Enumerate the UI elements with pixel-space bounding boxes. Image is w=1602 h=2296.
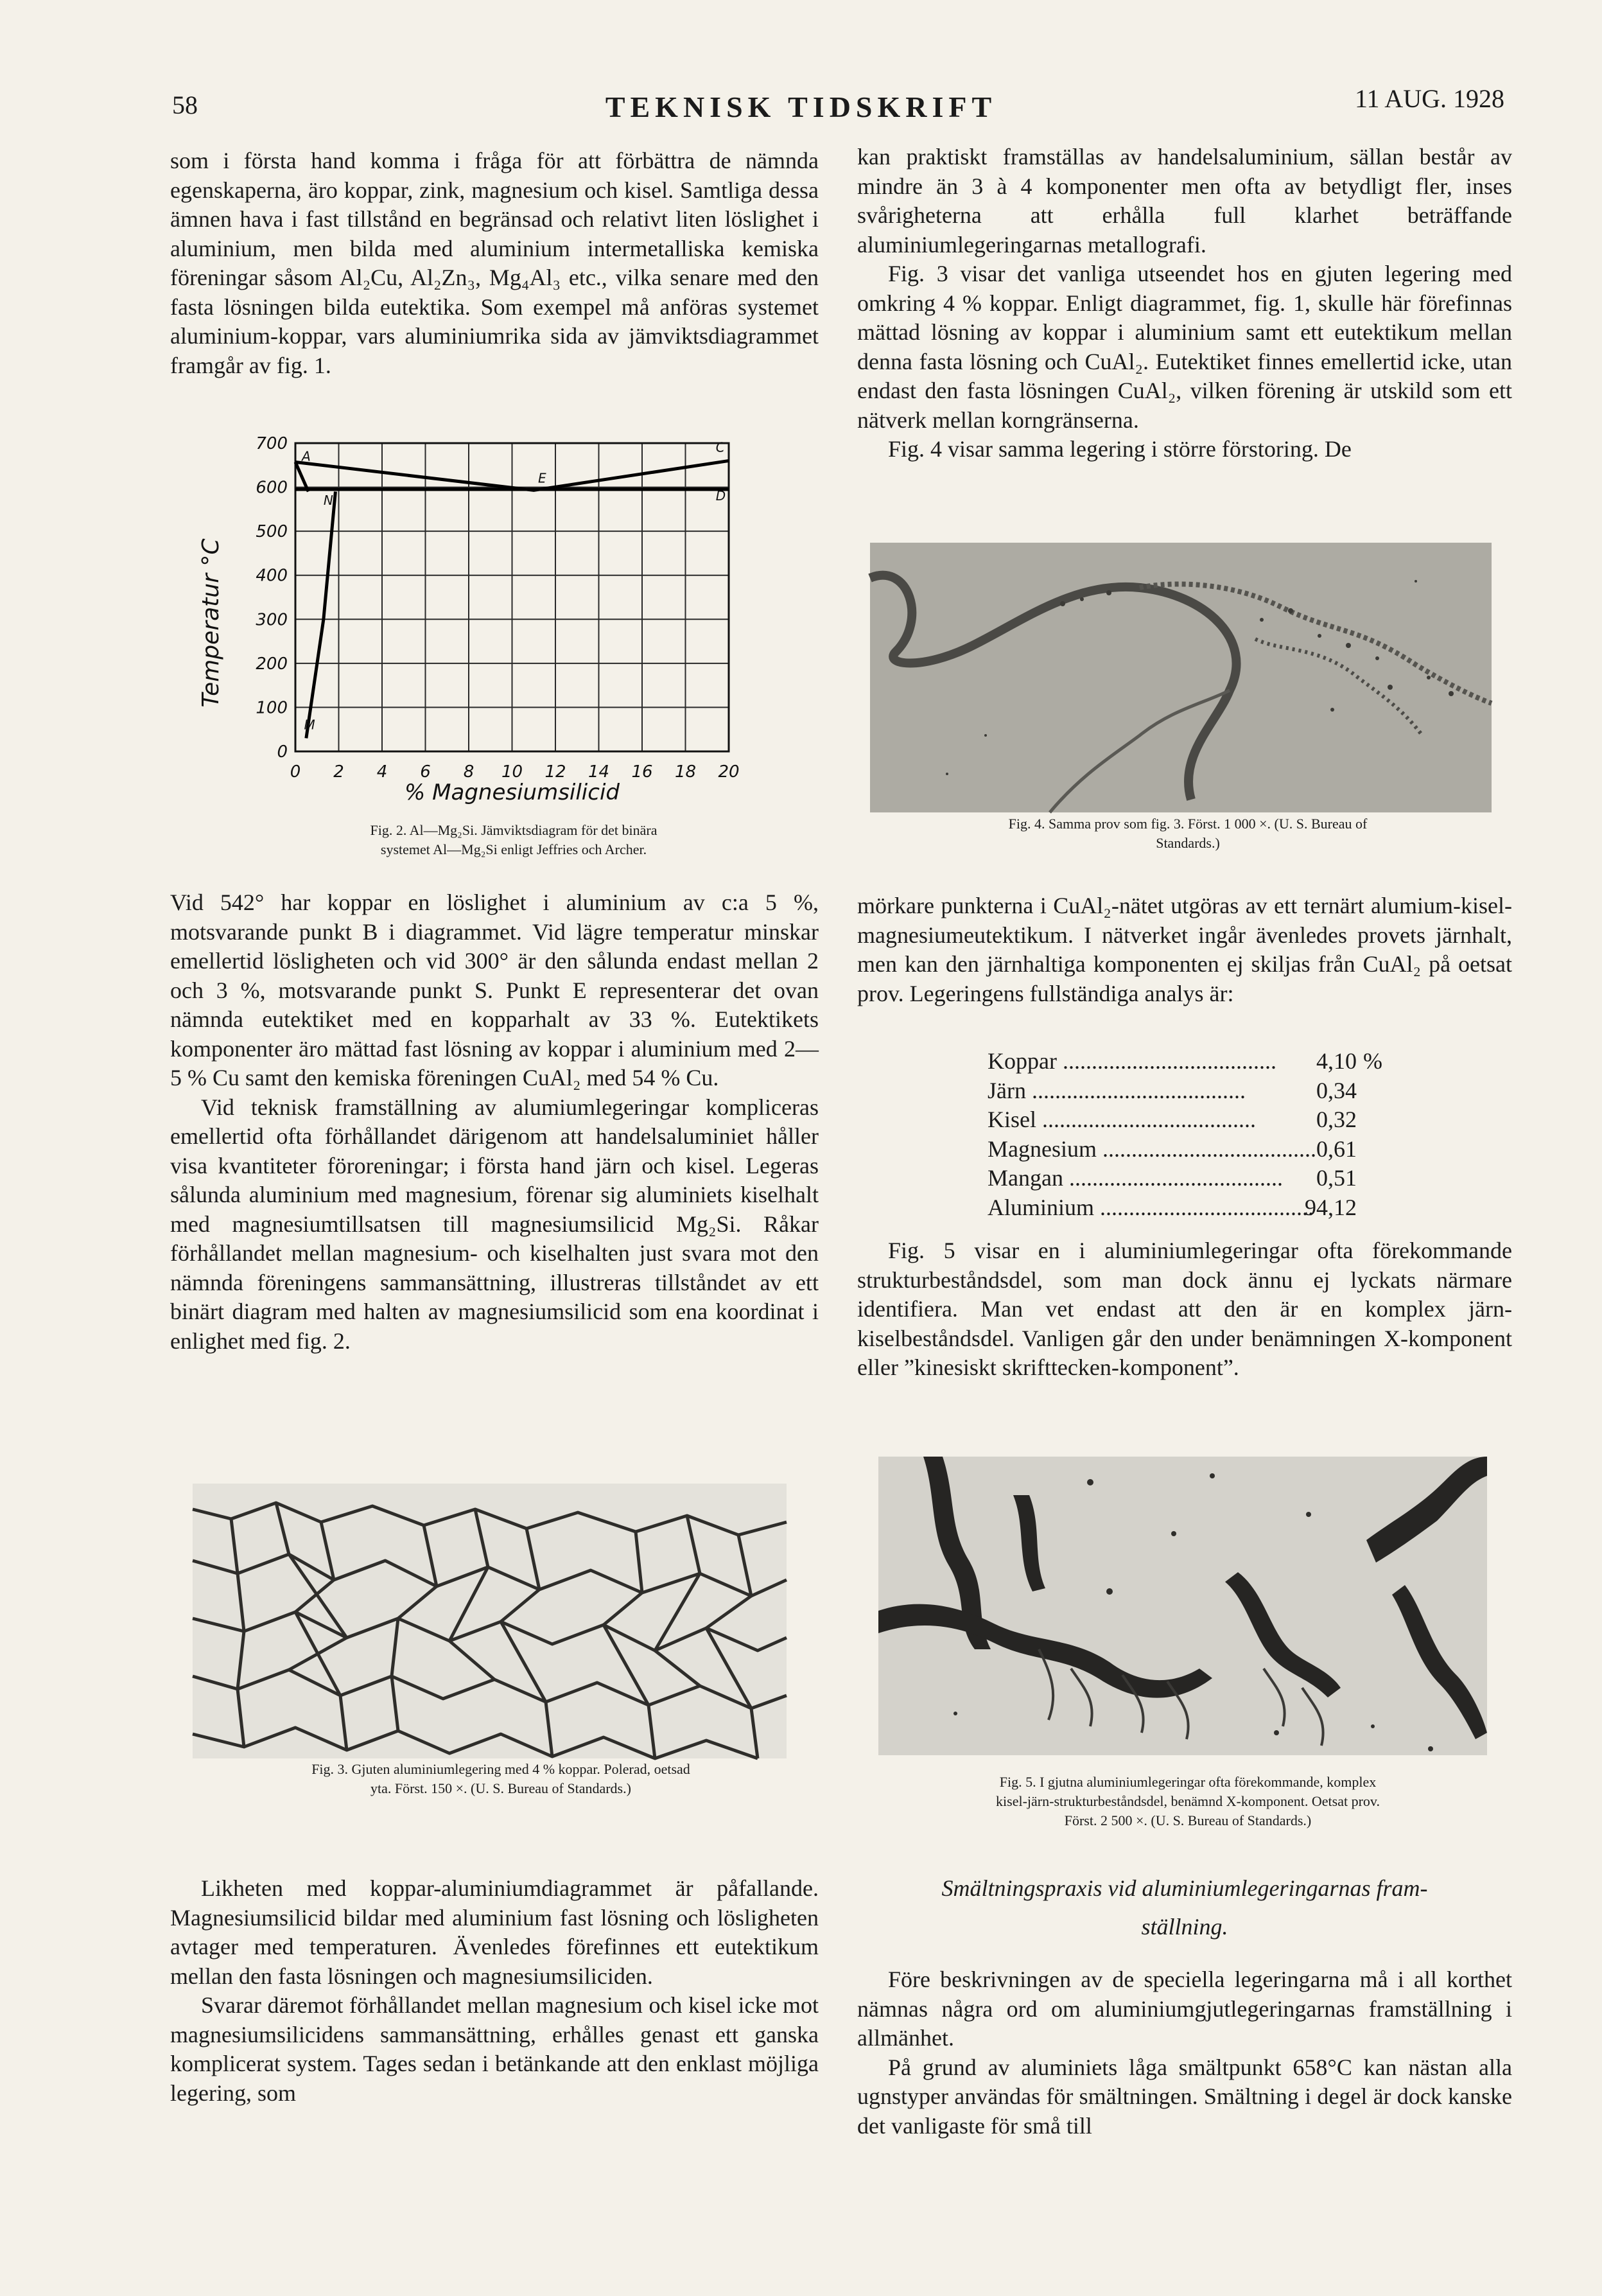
heading-line: ställning. — [1141, 1914, 1228, 1940]
element-value: 0,34 — [1316, 1077, 1357, 1103]
journal-title: TEKNISK TIDSKRIFT — [605, 91, 997, 123]
x-tick-label: 18 — [674, 762, 697, 782]
micrograph-fig4-image — [870, 543, 1492, 812]
element-value: 0,32 — [1316, 1107, 1357, 1132]
point-label: N — [323, 493, 333, 508]
analysis-row — [988, 1076, 1382, 1106]
caption-line: Fig. 4. Samma prov som fig. 3. Först. 1 000 ×. (U. S. Bureau of — [1008, 816, 1368, 832]
paragraph: som i första hand komma i fråga för att förbättra de nämnda egenskaperna, äro koppar, zink, magnesium och kisel. Samtliga dessa ämnen hava i fast tillstånd en begränsad och relativt liten löslighet i aluminium, men bilda med aluminium intermetalliska kemiska föreningar såsom Al₂Cu, Al₂Zn₃, Mg₄Al₃ etc., vilka senare med den fasta lösningen bilda eutektika. Som exempel må anföras systemet aluminium-koppar, vars aluminiumrika sida av jämviktsdiagrammet framgår av fig. 1. — [170, 148, 819, 378]
paragraph: kan praktiskt framställas av handelsaluminium, sällan består av mindre än 3 à 4 komponenter men ofta av betydligt fler, inses svårigheterna att erhålla full klarhet beträffande aluminiumlegeringarnas metallografi. — [857, 144, 1512, 258]
analysis-row — [988, 1047, 1382, 1076]
point-label: E — [538, 470, 546, 486]
fig4-caption — [873, 814, 1502, 853]
y-axis-label: Temperatur °C — [198, 538, 224, 708]
issue-date: 11 AUG. 1928 — [1355, 84, 1504, 113]
heading-line: Smältningspraxis vid aluminiumlegeringarnas fram- — [941, 1875, 1428, 1901]
micrograph-fig5-image — [878, 1457, 1487, 1755]
element-value: 0,61 — [1316, 1135, 1357, 1162]
y-tick-label: 200 — [256, 654, 288, 674]
fig5-micrograph — [878, 1457, 1487, 1755]
right-column-fig5-text — [857, 1236, 1512, 1383]
caption-line: Fig. 2. Al—Mg₂Si. Jämviktsdiagram för det binära — [370, 822, 657, 838]
left-column-top — [170, 146, 819, 380]
caption-line: kisel-järn-strukturbeståndsdel, benämnd X-komponent. Oetsat prov. — [996, 1793, 1380, 1809]
phase-diagram-svg — [193, 421, 771, 832]
paragraph: Vid 542° har koppar en löslighet i aluminium av c:a 5 %, motsvarande punkt B i diagrammet. Vid lägre temperatur minskar emellertid lösligheten och vid 300° är den sålunda endast mellan 2 och 3 %, motsvarande punkt S. Punkt E representerar det ovan nämnda eutektiket med en kopparhalt av 33 %. Eutektikets komponenter äro mättad fast lösning av koppar i aluminium med 2—5 % Cu samt den kemiska föreningen CuAl₂ med 54 % Cu. — [170, 889, 819, 1091]
caption-line: systemet Al—Mg₂Si enligt Jeffries och Archer. — [380, 841, 647, 857]
element-unit — [1357, 1193, 1382, 1223]
y-tick-label: 600 — [256, 478, 288, 498]
paragraph: Fig. 4 visar samma legering i större förstoring. De — [888, 436, 1352, 462]
x-tick-label: 8 — [463, 762, 475, 782]
element-unit — [1357, 1164, 1382, 1193]
fig3-caption — [212, 1760, 790, 1798]
paragraph: Fig. 3 visar det vanliga utseendet hos en gjuten legering med omkring 4 % koppar. Enligt diagrammet, fig. 1, skulle här förefinnas mättad lösning av koppar i aluminium samt ett eutektikum mellan denna fasta lösning och CuAl₂. Eutektiket finnes emellertid icke, utan endast den fasta lösningen CuAl₂, vilken förening är utskild som ett nätverk mellan korngränserna. — [857, 261, 1512, 433]
y-tick-label: 700 — [256, 434, 288, 453]
x-tick-label: 4 — [376, 762, 388, 782]
element-name: Koppar ..................................... — [988, 1048, 1276, 1074]
fig4-micrograph — [870, 543, 1492, 812]
x-tick-label: 16 — [631, 762, 653, 782]
y-tick-label: 500 — [256, 522, 288, 542]
fig5-caption — [880, 1773, 1496, 1830]
analysis-row — [988, 1193, 1382, 1223]
fig3-micrograph — [193, 1484, 787, 1758]
right-column-middle — [857, 891, 1512, 1008]
right-column-top — [857, 143, 1512, 464]
caption-line: Standards.) — [1156, 835, 1220, 851]
element-value: 0,51 — [1316, 1165, 1357, 1191]
x-tick-label: 6 — [420, 762, 431, 782]
x-tick-label: 0 — [290, 762, 301, 782]
point-label: D — [715, 488, 726, 504]
right-column-bottom — [857, 1965, 1512, 2141]
element-value: 4,10 — [1316, 1048, 1357, 1074]
phase-boundary-line — [306, 491, 336, 738]
element-name: Magnesium ..................................... — [988, 1135, 1316, 1162]
element-unit — [1357, 1135, 1382, 1164]
fig2-phase-diagram — [193, 421, 771, 832]
caption-line: Fig. 5. I gjutna aluminiumlegeringar ofta förekommande, komplex — [999, 1774, 1377, 1790]
point-label: C — [715, 439, 725, 455]
page-number: 58 — [172, 91, 198, 119]
micrograph-fig3-image — [193, 1484, 787, 1758]
element-name: Järn ..................................... — [988, 1077, 1246, 1103]
paragraph: Före beskrivningen av de speciella legeringarna må i all korthet nämnas några ord om aluminiumgjutlegeringarnas framställning i allmänhet. — [857, 1967, 1512, 2051]
y-tick-label: 0 — [277, 742, 288, 762]
point-label: M — [304, 717, 315, 733]
y-tick-label: 100 — [256, 698, 288, 718]
x-axis-label: % Magnesiumsilicid — [405, 780, 620, 805]
paragraph: Likheten med koppar-aluminiumdiagrammet är påfallande. Magnesiumsilicid bildar med aluminium fast lösning och lösligheten avtager med temperaturen. Ävenledes förefinnes ett eutektikum mellan den fasta lösningen och magnesiumsiliciden. — [170, 1875, 819, 1989]
x-tick-label: 2 — [333, 762, 344, 782]
element-unit — [1357, 1076, 1382, 1106]
y-tick-label: 300 — [256, 610, 288, 630]
paragraph: På grund av aluminiets låga smältpunkt 658°C kan nästan alla ugnstyper användas för smältningen. Smältning i degel är dock kanske det vanligaste för små till — [857, 2054, 1512, 2139]
analysis-row — [988, 1164, 1382, 1193]
x-tick-label: 20 — [718, 762, 740, 782]
section-heading — [857, 1869, 1512, 1946]
element-name: Mangan ..................................... — [988, 1165, 1283, 1191]
point-label: A — [302, 448, 311, 464]
caption-line: Först. 2 500 ×. (U. S. Bureau of Standards.) — [1064, 1812, 1312, 1828]
element-name: Kisel ..................................... — [988, 1107, 1256, 1132]
analysis-row — [988, 1105, 1382, 1135]
x-tick-label: 12 — [544, 762, 566, 782]
y-tick-label: 400 — [256, 566, 288, 586]
fig2-caption — [250, 821, 777, 859]
alloy-analysis-table — [988, 1047, 1382, 1222]
paragraph: Fig. 5 visar en i aluminiumlegeringar ofta förekommande strukturbeståndsdel, som man dock ännu ej lyckats närmare identifiera. Man vet endast att den är en komplex järn-kiselbeståndsdel. Vanligen går den under benämningen X-komponent eller ”kinesiskt skrifttecken-komponent”. — [857, 1238, 1512, 1380]
element-value: 94,12 — [1305, 1194, 1357, 1220]
element-unit: % — [1363, 1048, 1382, 1074]
left-column-bottom — [170, 1874, 819, 2108]
x-tick-label: 14 — [588, 762, 610, 782]
caption-line: Fig. 3. Gjuten aluminiumlegering med 4 % koppar. Polerad, oetsad — [311, 1761, 690, 1777]
paragraph: Svarar däremot förhållandet mellan magnesium och kisel icke mot magnesiumsilicidens sammansättning, erhålles genast ett ganska komplicerat system. Tages sedan i betänkande att den enklast möjliga legering, som — [170, 1992, 819, 2106]
element-name: Aluminium ..................................... — [988, 1194, 1314, 1220]
analysis-row — [988, 1135, 1382, 1164]
left-column-middle — [170, 888, 819, 1356]
paragraph: mörkare punkterna i CuAl₂-nätet utgöras av ett ternärt alumium-kisel-magnesiumeutektikum. I nätverket ingår ävenledes provets järnhalt, men kan den järnhaltiga komponenten ej skiljas från CuAl₂ på oetsat prov. Legeringens fullständiga analys är: — [857, 893, 1512, 1006]
element-unit — [1357, 1105, 1382, 1135]
x-tick-label: 10 — [501, 762, 523, 782]
paragraph: Vid teknisk framställning av alumiumlegeringar kompliceras emellertid ofta förhållandet därigenom att handelsaluminiet håller visa kvantiteter föroreningar; i första hand järn och kisel. Legeras sålunda aluminium med magnesium, förenar sig aluminiets kiselhalt med magnesiumtillsatsen till magnesiumsilicid Mg₂Si. Råkar förhållandet mellan magnesium- och kiselhalten just svara mot den nämnda föreningens sammansättning, illustreras tillståndet av ett binärt diagram med halten av magnesiumsilicid som ena koordinat i enlighet med fig. 2. — [170, 1094, 819, 1354]
caption-line: yta. Först. 150 ×. (U. S. Bureau of Standards.) — [370, 1780, 631, 1796]
